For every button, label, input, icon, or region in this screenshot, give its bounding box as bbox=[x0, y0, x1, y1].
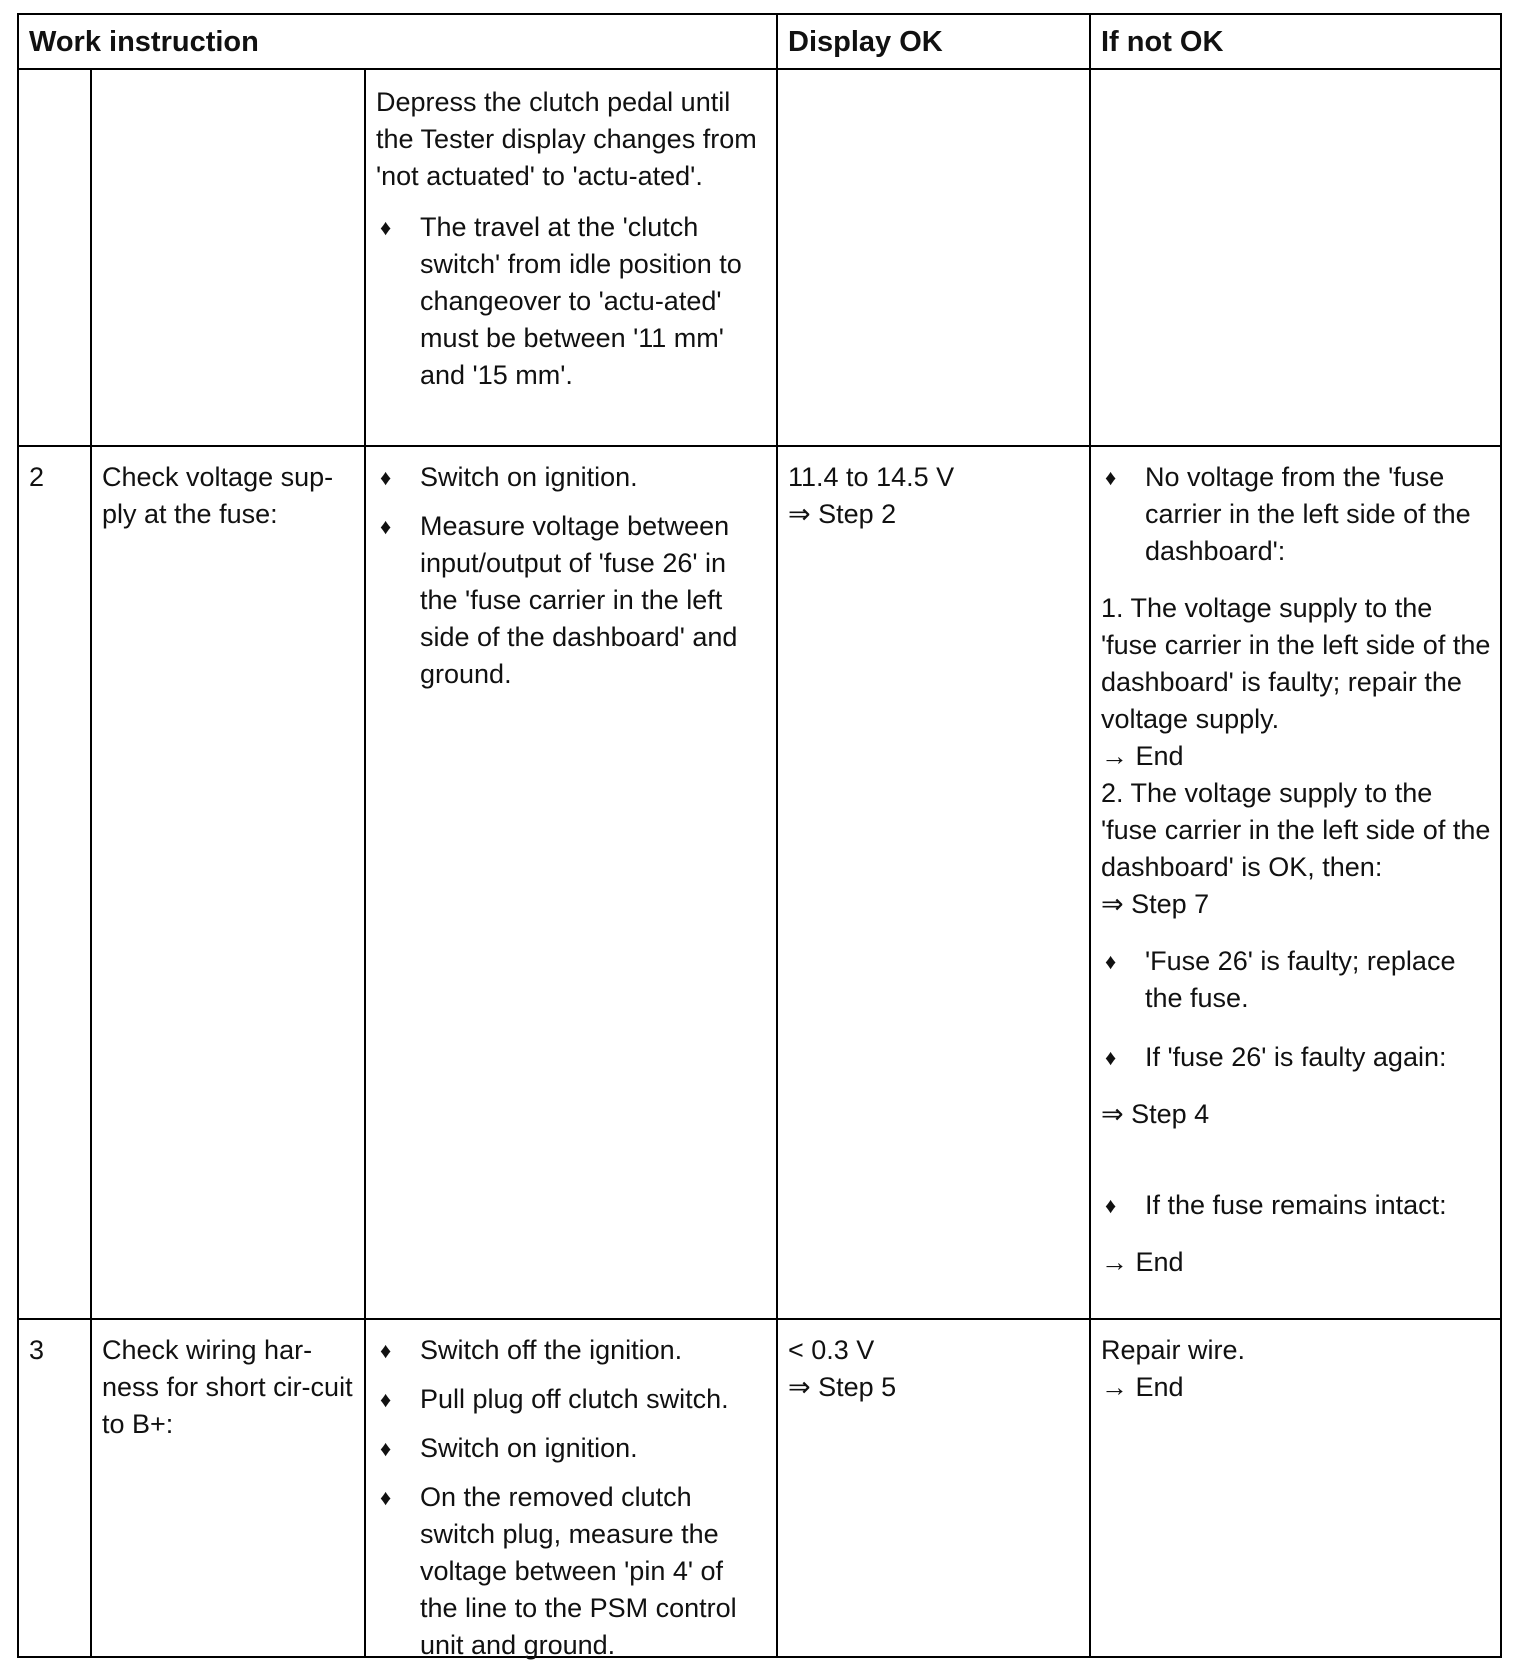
instruction-bullet: Switch on ignition. bbox=[420, 1433, 638, 1463]
bullet-icon: ♦ bbox=[380, 215, 392, 240]
table-row-3-instructions bbox=[366, 1320, 776, 1676]
list-item bbox=[1101, 1039, 1492, 1076]
bullet-icon: ♦ bbox=[380, 1387, 392, 1412]
table-row-3-step: 3 bbox=[29, 1335, 45, 1365]
list-item bbox=[1101, 459, 1492, 570]
bullet-icon: ♦ bbox=[380, 1436, 392, 1461]
instruction-bullet: On the removed clutch switch plug, measure the voltage between 'pin 4' of the line to the PSM control unit and ground. bbox=[420, 1482, 737, 1660]
bullet-icon: ♦ bbox=[1105, 1193, 1117, 1218]
remedy-next-step: ⇒ Step 4 bbox=[1101, 1099, 1210, 1129]
display-value: < 0.3 V bbox=[788, 1335, 875, 1365]
table-row-3-if-not-ok bbox=[1091, 1320, 1502, 1406]
table-row-3-title: Check wiring har-ness for short cir-cuit to B+: bbox=[102, 1335, 353, 1439]
table-row-1-instructions bbox=[366, 72, 776, 406]
remedy-text: 1. The voltage supply to the 'fuse carrier in the left side of the dashboard' is faulty; repair the voltage supply. bbox=[1101, 593, 1491, 734]
grid-line bbox=[776, 15, 778, 1658]
display-next-step: ⇒ Step 2 bbox=[788, 499, 897, 529]
remedy-text: 'Fuse 26' is faulty; replace the fuse. bbox=[1145, 946, 1456, 1013]
header-work-instruction: Work instruction bbox=[19, 15, 778, 70]
remedy-next-step: → End bbox=[1101, 1372, 1184, 1402]
list-item bbox=[376, 459, 766, 496]
table-row-3-display-ok bbox=[778, 1320, 1089, 1406]
bullet-icon: ♦ bbox=[1105, 465, 1117, 490]
remedy-next-step: ⇒ Step 7 bbox=[1101, 889, 1210, 919]
header-if-not-ok: If not OK bbox=[1091, 15, 1502, 70]
instruction-bullet: Measure voltage between input/output of 'fuse 26' in the 'fuse carrier in the left side of the dashboard' and ground. bbox=[420, 511, 738, 689]
remedy-text: 2. The voltage supply to the 'fuse carrier in the left side of the dashboard' is OK, then: bbox=[1101, 778, 1491, 882]
instruction-bullet: The travel at the 'clutch switch' from idle position to changeover to 'actu-ated' must be between '11 mm' and '15 mm'. bbox=[420, 212, 742, 390]
header-display-ok: Display OK bbox=[778, 15, 1091, 70]
list-item bbox=[376, 1381, 766, 1418]
remedy-text: No voltage from the 'fuse carrier in the left side of the dashboard': bbox=[1145, 462, 1471, 566]
remedy-text: Repair wire. bbox=[1101, 1335, 1246, 1365]
display-value: 11.4 to 14.5 V bbox=[788, 462, 955, 492]
bullet-icon: ♦ bbox=[380, 465, 392, 490]
bullet-icon: ♦ bbox=[380, 1338, 392, 1363]
bullet-icon: ♦ bbox=[1105, 949, 1117, 974]
bullet-icon: ♦ bbox=[1105, 1045, 1117, 1070]
list-item bbox=[376, 1332, 766, 1369]
work-instruction-table bbox=[17, 13, 1502, 1658]
table-row-2-if-not-ok bbox=[1091, 447, 1502, 1281]
table-row-2-instructions bbox=[366, 447, 776, 705]
instruction-bullet: Switch on ignition. bbox=[420, 462, 638, 492]
list-item bbox=[1101, 1187, 1492, 1224]
list-item bbox=[1101, 943, 1492, 1017]
bullet-icon: ♦ bbox=[380, 514, 392, 539]
table-row-2-step: 2 bbox=[29, 462, 45, 492]
remedy-text: If the fuse remains intact: bbox=[1145, 1190, 1447, 1220]
remedy-text: If 'fuse 26' is faulty again: bbox=[1145, 1042, 1447, 1072]
remedy-next-step: → End bbox=[1101, 1247, 1184, 1277]
instruction-bullet: Pull plug off clutch switch. bbox=[420, 1384, 729, 1414]
instruction-text: Depress the clutch pedal until the Tester display changes from 'not actuated' to 'actu-ated'. bbox=[376, 87, 757, 191]
table-row-2-display-ok bbox=[778, 447, 1089, 533]
bullet-icon: ♦ bbox=[380, 1485, 392, 1510]
display-next-step: ⇒ Step 5 bbox=[788, 1372, 897, 1402]
list-item bbox=[376, 508, 766, 693]
table-row-2-title: Check voltage sup-ply at the fuse: bbox=[102, 462, 334, 529]
list-item bbox=[376, 1479, 766, 1664]
list-item bbox=[376, 1430, 766, 1467]
remedy-next-step: → End bbox=[1101, 741, 1184, 771]
list-item bbox=[376, 209, 766, 394]
instruction-bullet: Switch off the ignition. bbox=[420, 1335, 683, 1365]
